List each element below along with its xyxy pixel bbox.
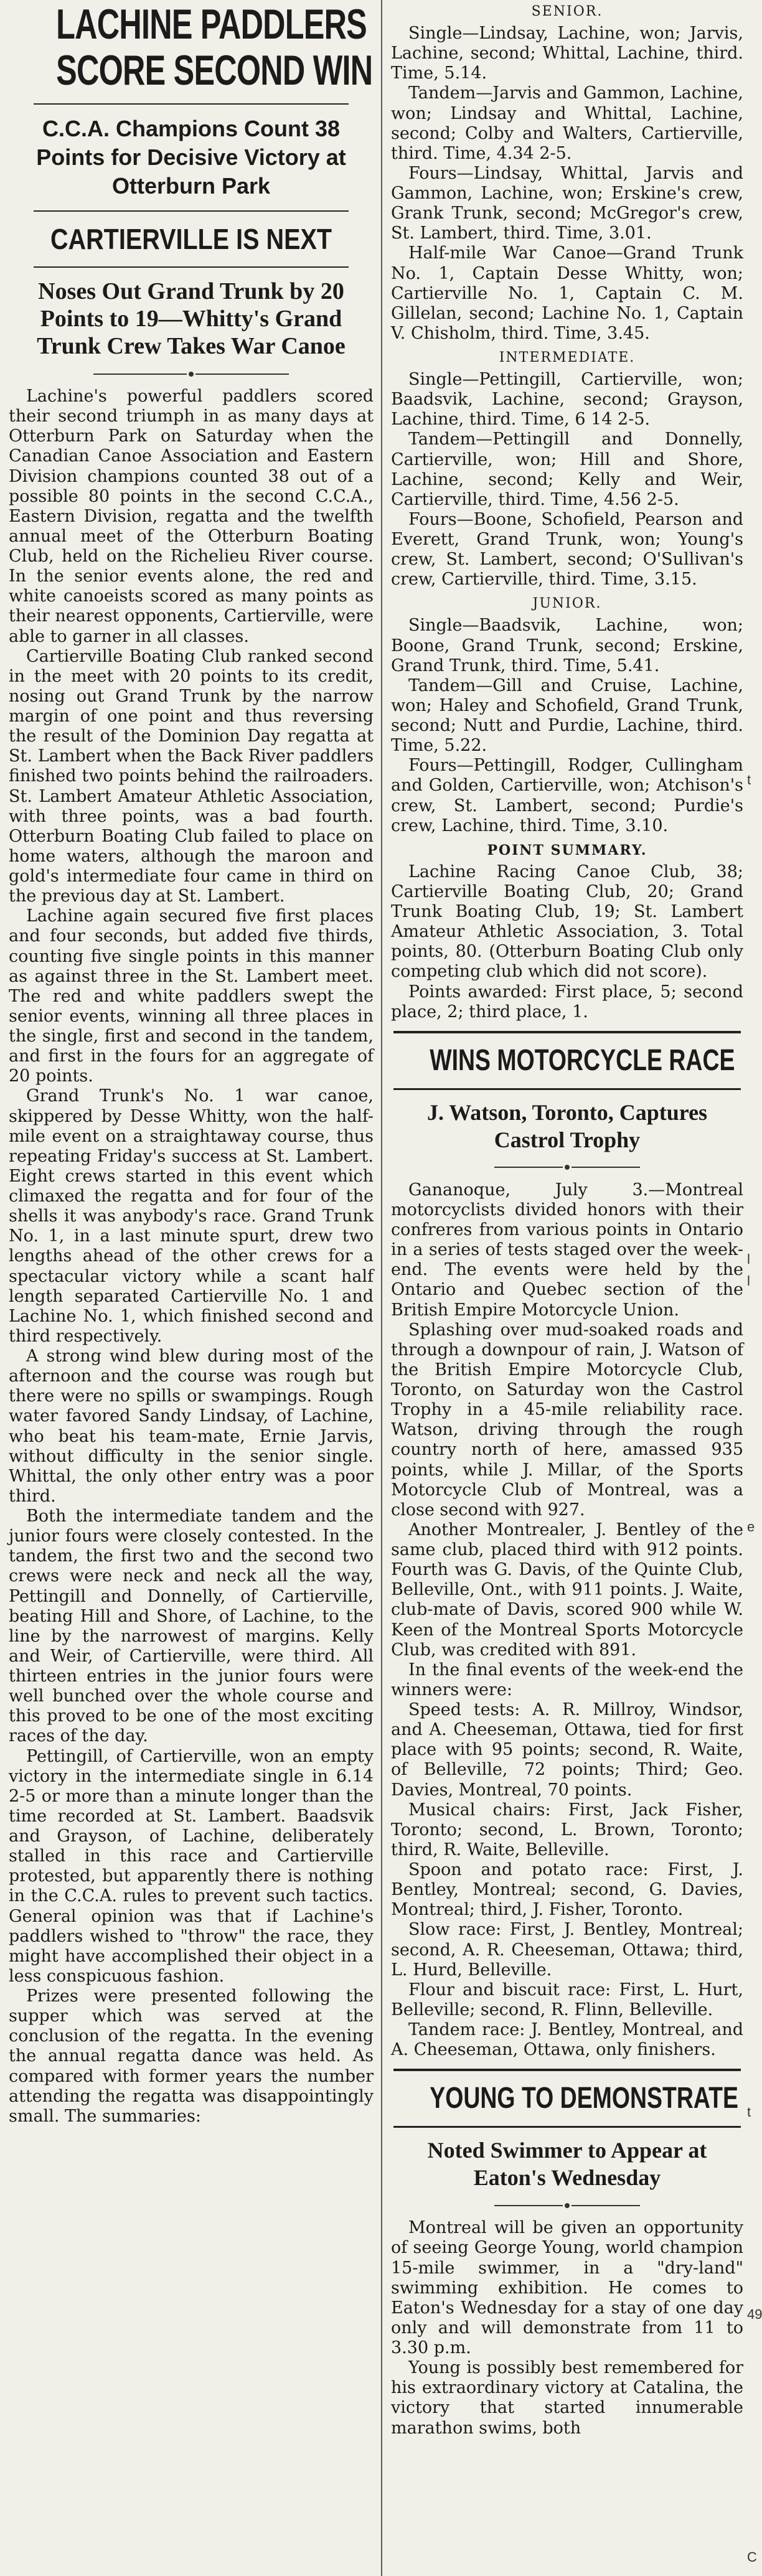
edge-fragment: e <box>747 1519 755 1535</box>
point-summary-heading: POINT SUMMARY. <box>487 842 647 858</box>
result-line: Single—Pettingill, Cartierville, won; Baadsvik, Lachine, second; Grayson, Lachine, third. Time, 6 14 2-5. <box>391 370 743 430</box>
article-paragraph: Speed tests: A. R. Millroy, Windsor, and A. Cheeseman, Ottawa, tied for first place with 95 points; second, R. Waite, of Belleville, 72 points; Third; Geo. Davies, Montreal, 70 points. <box>391 1700 743 1800</box>
junior-heading: JUNIOR. <box>532 596 602 612</box>
ornament-rule <box>9 367 374 379</box>
edge-fragment: l <box>747 1273 750 1289</box>
result-line: Fours—Pettingill, Rodger, Cullingham and Golden, Cartierville, won; Atchison's crew, St. Lambert, second; Purdie's crew, Lachine, third. Time, 3.10. <box>391 756 743 835</box>
result-line: Fours—Boone, Schofield, Pearson and Everett, Grand Trunk, won; Young's crew, St. Lambert, second; O'Sullivan's crew, Cartierville, third. Time, 3.15. <box>391 509 743 590</box>
article-paragraph: Pettingill, of Cartierville, won an empty victory in the intermediate single in 6.14 2-5 or more than a minute longer than the time recorded at St. Lambert. Baadsvik and Grayson, of Lachine, deliberately stalled in this race and Cartierville protested, but apparently there is nothing in the C.C.A. rules to prevent such tactics. General opinion was that if Lachine's paddlers wished to "throw" the race, they might have accomplished their object in a less conspicuous fashion. <box>9 1746 374 1986</box>
ornament-rule <box>391 2199 743 2211</box>
deck-champions: C.C.A. Champions Count 38 Points for Decisive Victory at Otterburn Park <box>36 116 346 199</box>
divider <box>34 266 349 268</box>
headline-line-2: SCORE SECOND WIN <box>56 47 373 94</box>
result-line: Single—Baadsvik, Lachine, won; Boone, Grand Trunk, second; Erskine, Grand Trunk, third. Time, 5.41. <box>391 616 743 675</box>
senior-results <box>391 24 743 344</box>
edge-fragment: t <box>747 772 751 787</box>
edge-fragment: C <box>747 2549 757 2565</box>
article-paragraph: Tandem race: J. Bentley, Montreal, and A. Cheeseman, Ottawa, only finishers. <box>391 2020 743 2060</box>
divider <box>34 210 349 212</box>
edge-fragment: 49 <box>747 2306 762 2322</box>
section-rule <box>393 2069 741 2071</box>
ornament-rule <box>391 1161 743 1173</box>
section-rule <box>393 1088 741 1090</box>
article-paragraph: Lachine's powerful paddlers scored their second triumph in as many days at Otterburn Park on Saturday when the Canadian Canoe Association and Eastern Division champions counted 38 out of a possible 80 points in the second C.C.A., Eastern Division, regatta and the twelfth annual meet of the Otterburn Boating Club, held on the Richelieu River course. In the senior events alone, the red and white canoeists scored as many points as their nearest opponents, Cartierville, were able to garner in all classes. <box>9 387 374 646</box>
result-line: Tandem—Pettingill and Donnelly, Cartierville, won; Hill and Shore, Lachine, second; Kelly and Weir, Cartierville, third. Time, 4.56 2-5. <box>391 430 743 509</box>
results-section <box>391 4 743 1022</box>
swimmer-body <box>391 2218 743 2438</box>
article-paragraph: Prizes were presented following the supper which was served at the conclusion of the regatta. In the evening the annual regatta dance was held. As compared with former years the number attending the regatta was disappointingly small. The summaries: <box>9 1986 374 2126</box>
point-summary <box>391 862 743 1022</box>
intermediate-heading: INTERMEDIATE. <box>499 350 636 365</box>
result-line: Fours—Lindsay, Whittal, Jarvis and Gammon, Lachine, won; Erskine's crew, Grank Trunk, second; McGregor's crew, St. Lambert, third. Time, 3.01. <box>391 163 743 243</box>
article-paragraph: Spoon and potato race: First, J. Bentley, Montreal; second, G. Davies, Montreal; third, J. Fisher, Toronto. <box>391 1860 743 1920</box>
column-divider <box>381 0 382 2576</box>
article-paragraph: Gananoque, July 3.—Montreal motorcyclists divided honors with their confreres from various points in Ontario in a series of tests staged over the week-end. The events were held by the Ontario and Quebec section of the British Empire Motorcycle Union. <box>391 1180 743 1320</box>
result-line: Half-mile War Canoe—Grand Trunk No. 1, Captain Desse Whitty, won; Cartierville No. 1, Captain C. M. Gillelan, second; Lachine No. 1, Captain V. Chisholm, third. Time, 3.45. <box>391 243 743 343</box>
swimmer-deck: Noted Swimmer to Appear at Eaton's Wednesday <box>427 2138 707 2191</box>
summary-line: Points awarded: First place, 5; second place, 2; third place, 1. <box>391 982 743 1022</box>
article-paragraph: Another Montrealer, J. Bentley of the same club, placed third with 912 points. Fourth was G. Davis, of the Quinte Club, Belleville, Ont., with 911 points. J. Waite, club-mate of Davis, scored 900 while W. Keen of the Montreal Sports Motorcycle Club, was credited with 891. <box>391 1520 743 1660</box>
swimmer-headline: YOUNG TO DEMONSTRATE <box>430 2082 739 2115</box>
article-paragraph: Cartierville Boating Club ranked second in the meet with 20 points to its credit, nosing out Grand Trunk by the narrow margin of one point and thus reversing the result of the Dominion Day regatta at St. Lambert when the Back River paddlers finished two points behind the railroaders. St. Lambert Amateur Athletic Association, with three points, was a bad fourth. Otterburn Boating Club failed to place on home waters, although the maroon and gold's intermediate four came in third on the previous day at St. Lambert. <box>9 646 374 906</box>
article-paragraph: Flour and biscuit race: First, L. Hurt, Belleville; second, R. Flinn, Belleville. <box>391 1980 743 2019</box>
edge-fragment: l <box>747 1251 750 1267</box>
article-paragraph: Montreal will be given an opportunity of seeing George Young, world champion 15-mile swimmer, in a "dry-land" swimming exhibition. He comes to Eaton's Wednesday for a stay of one day only and will demonstrate from 11 to 3.30 p.m. <box>391 2218 743 2357</box>
article-paragraph: In the final events of the week-end the winners were: <box>391 1660 743 1699</box>
section-rule <box>393 1031 741 1033</box>
divider <box>34 103 349 105</box>
junior-results <box>391 616 743 835</box>
result-line: Tandem—Jarvis and Gammon, Lachine, won; Lindsay and Whittal, Lachine, second; Colby and Walters, Cartierville, third. Time, 4.34 2-5. <box>391 83 743 163</box>
article-paragraph: Young is possibly best remembered for his extraordinary victory at Catalina, the victory that started innumerable marathon swims, both <box>391 2358 743 2438</box>
motorcycle-deck: J. Watson, Toronto, Captures Castrol Trophy <box>426 1099 708 1152</box>
article-paragraph: Grand Trunk's No. 1 war canoe, skippered by Desse Whitty, won the half-mile event on a straightaway course, thus repeating Friday's success at St. Lambert. Eight crews started in this event which climaxed the regatta and for four of the shells it was anybody's race. Grand Trunk No. 1, in a last minute spurt, drew two lengths ahead of the other crews for a spectacular victory while a scant half length separated Cartierville No. 1 and Lachine No. 1, which finished second and third respectively. <box>9 1086 374 1346</box>
deck-grand-trunk: Noses Out Grand Trunk by 20 Points to 19—Whitty's Grand Trunk Crew Takes War Canoe <box>37 278 346 359</box>
headline-line-1: LACHINE PADDLERS <box>56 1 367 48</box>
article-paragraph: Splashing over mud-soaked roads and through a downpour of rain, J. Watson of the British Empire Motorcycle Club, Toronto, on Saturday won the Castrol Trophy in a 45-mile reliability race. Watson, driving through the rough country north of here, amassed 935 points, while J. Millar, of the Sports Motorcycle Club of Montreal, was a close second with 927. <box>391 1320 743 1520</box>
summary-line: Lachine Racing Canoe Club, 38; Cartierville Boating Club, 20; Grand Trunk Boating Club, 19; St. Lambert Amateur Athletic Association, 3. Total points, 80. (Otterburn Boating Club only competing club which did not score). <box>391 862 743 982</box>
article-body <box>9 387 374 2127</box>
result-line: Single—Lindsay, Lachine, won; Jarvis, Lachine, second; Whittal, Lachine, third. Time, 5.14. <box>391 24 743 83</box>
article-paragraph: Musical chairs: First, Jack Fisher, Toronto; second, L. Brown, Toronto; third, R. Waite, Belleville. <box>391 1800 743 1859</box>
motorcycle-body <box>391 1180 743 2061</box>
right-column <box>391 0 743 2438</box>
deck-cartierville-next: CARTIERVILLE IS NEXT <box>50 223 332 255</box>
article-paragraph: A strong wind blew during most of the afternoon and the course was rough but there were no spills or swampings. Rough water favored Sandy Lindsay, of Lachine, who beat his team-mate, Ernie Jarvis, without difficulty in the senior single. Whittal, the only other entry was a poor third. <box>9 1347 374 1506</box>
intermediate-results <box>391 370 743 590</box>
edge-fragment: t <box>747 2104 751 2120</box>
left-column <box>9 0 374 2127</box>
section-rule <box>393 2126 741 2128</box>
motorcycle-headline: WINS MOTORCYCLE RACE <box>430 1043 735 1077</box>
senior-heading: SENIOR. <box>531 4 603 19</box>
article-paragraph: Lachine again secured five first places and four seconds, but added five thirds, counting five single points in this manner as against three in the St. Lambert meet. The red and white paddlers swept the senior events, winning all three places in the single, first and second in the tandem, and first in the fours for an aggregate of 20 points. <box>9 906 374 1086</box>
article-paragraph: Slow race: First, J. Bentley, Montreal; second, A. R. Cheeseman, Ottawa; third, L. Hurd, Belleville. <box>391 1920 743 1980</box>
article-paragraph: Both the intermediate tandem and the junior fours were closely contested. In the tandem, the first two and the second two crews were neck and neck all the way, Pettingill and Donnelly, of Cartierville, beating Hill and Shore, of Lachine, to the line by the narrowest of margins. Kelly and Weir, of Cartierville, were third. All thirteen entries in the junior fours were well bunched over the whole course and this proved to be one of the most exciting races of the day. <box>9 1507 374 1746</box>
result-line: Tandem—Gill and Cruise, Lachine, won; Haley and Schofield, Grand Trunk, second; Nutt and Purdie, Lachine, third. Time, 5.22. <box>391 675 743 756</box>
